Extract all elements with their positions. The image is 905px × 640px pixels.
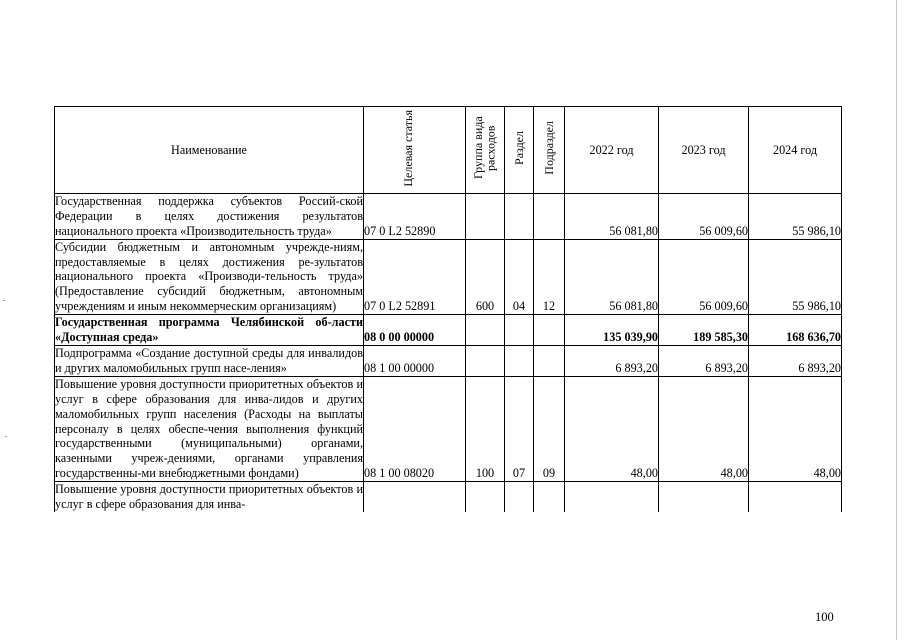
row-2022-cell: 135 039,90 [565, 315, 659, 346]
row-subsection-cell [534, 482, 565, 512]
row-2022-cell: 56 081,80 [565, 193, 659, 239]
header-expense-group: Группа вида расходов [466, 107, 505, 194]
row-group-cell [466, 193, 505, 239]
row-subsection-cell [534, 193, 565, 239]
row-2023-cell: 189 585,30 [659, 315, 749, 346]
row-group-cell [466, 315, 505, 346]
header-target-article: Целевая статья [364, 107, 466, 194]
header-year-2023: 2023 год [659, 107, 749, 194]
row-name-cell: Повышение уровня доступности приоритетных объектов и услуг в сфере образования для инва-лидов и других маломобильных групп населения (Расходы на выплаты персоналу в целях обеспе-чения выполнения функций государственными (муниципальными) органами, казенными учреж-дениями, органами управления государственны-ми внебюджетными фондами) [55, 376, 363, 481]
row-2024-cell: 55 986,10 [749, 193, 842, 239]
row-code-cell: 08 0 00 00000 [364, 315, 466, 346]
header-subsection: Подраздел [534, 107, 565, 194]
row-2024-cell: 55 986,10 [749, 239, 842, 315]
row-subsection-cell: 12 [534, 239, 565, 315]
row-2024-cell [749, 482, 842, 512]
table-row [55, 345, 842, 376]
row-group-cell: 100 [466, 376, 505, 481]
row-section-cell: 07 [505, 376, 534, 481]
scan-speck [3, 300, 5, 301]
row-2023-cell: 6 893,20 [659, 345, 749, 376]
row-2024-cell: 6 893,20 [749, 345, 842, 376]
row-section-cell: 04 [505, 239, 534, 315]
row-section-cell [505, 482, 534, 512]
row-name-cell: Государственная программа Челябинской об-ласти «Доступная среда» [55, 315, 363, 345]
scan-edge-line [896, 0, 897, 640]
row-code-cell: 07 0 L2 52890 [364, 193, 466, 239]
row-code-cell: 08 1 00 00000 [364, 345, 466, 376]
row-group-cell [466, 345, 505, 376]
row-2022-cell: 48,00 [565, 376, 659, 481]
table-row [55, 239, 842, 315]
row-2024-cell: 168 636,70 [749, 315, 842, 346]
row-code-cell: 07 0 L2 52891 [364, 239, 466, 315]
budget-table [54, 106, 842, 512]
row-group-cell: 600 [466, 239, 505, 315]
header-name: Наименование [55, 107, 364, 194]
header-year-2022: 2022 год [565, 107, 659, 194]
table-row [55, 193, 842, 239]
row-subsection-cell [534, 345, 565, 376]
scan-speck [5, 436, 7, 437]
row-name-cell: Субсидии бюджетным и автономным учрежде-ниям, предоставляемые в целях достижения ре-зультатов национального проекта «Производи-тельность труда» (Предоставление субсидий бюджетным, автономным учреждениям и иным некоммерческим организациям) [55, 239, 363, 314]
table-row [55, 315, 842, 346]
row-subsection-cell: 09 [534, 376, 565, 481]
row-subsection-cell [534, 315, 565, 346]
row-code-cell [364, 482, 466, 512]
row-name-cell: Повышение уровня доступности приоритетных объектов и услуг в сфере образования для инва- [55, 482, 363, 512]
row-section-cell [505, 193, 534, 239]
table-row [55, 482, 842, 512]
header-section: Раздел [505, 107, 534, 194]
row-2024-cell: 48,00 [749, 376, 842, 481]
table-header-row [55, 107, 842, 194]
row-group-cell [466, 482, 505, 512]
table-row [55, 376, 842, 481]
page-number: 100 [815, 610, 834, 624]
row-2023-cell: 48,00 [659, 376, 749, 481]
row-2023-cell [659, 482, 749, 512]
row-2023-cell: 56 009,60 [659, 239, 749, 315]
row-name-cell: Подпрограмма «Создание доступной среды для инвалидов и других маломобильных групп насе-ления» [55, 345, 363, 375]
row-2022-cell: 6 893,20 [565, 345, 659, 376]
row-name-cell: Государственная поддержка субъектов Россий-ской Федерации в целях достижения результатов национального проекта «Производительность труда» [55, 193, 363, 238]
row-section-cell [505, 315, 534, 346]
row-2022-cell [565, 482, 659, 512]
row-section-cell [505, 345, 534, 376]
row-2023-cell: 56 009,60 [659, 193, 749, 239]
header-year-2024: 2024 год [749, 107, 842, 194]
row-code-cell: 08 1 00 08020 [364, 376, 466, 481]
row-2022-cell: 56 081,80 [565, 239, 659, 315]
